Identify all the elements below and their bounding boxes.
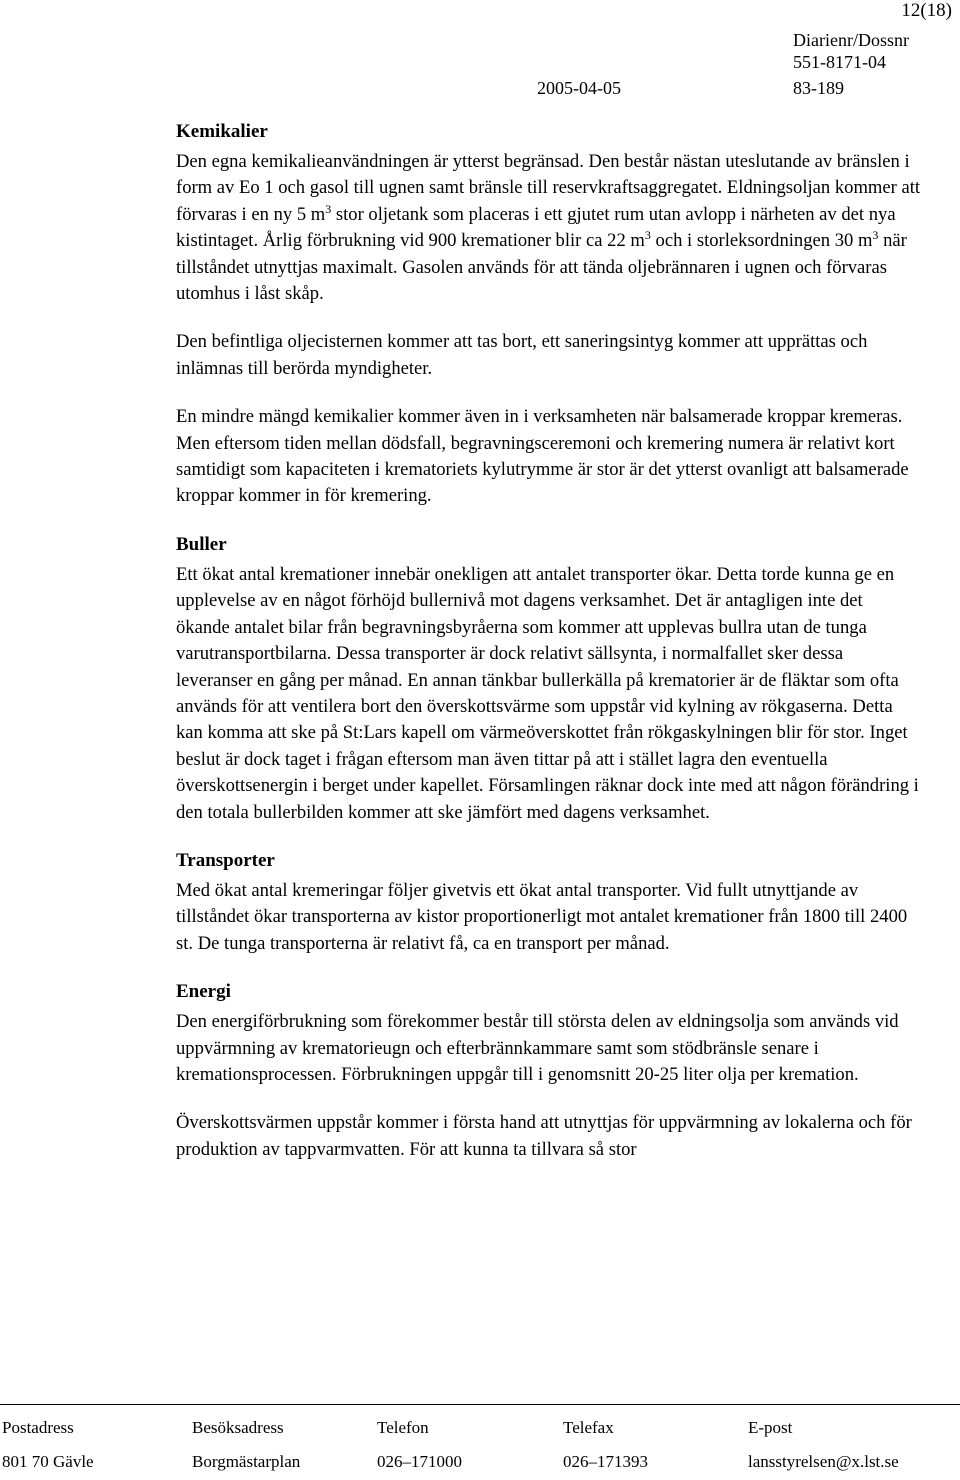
superscript: 3: [325, 201, 332, 216]
section-energi: [176, 979, 921, 1163]
footer-value: lansstyrelsen@x.lst.se: [748, 1452, 899, 1471]
text-run: när tillståndet utnyttjas maximalt. Gasolen används för att tända oljebrännaren i ugnen och förvaras utomhus i låst skåp.: [176, 230, 907, 305]
paragraph: Överskottsvärmen uppstår kommer i första hand att utnyttjas för uppvärmning av lokalerna och för produktion av tappvarmvatten. För att kunna ta tillvara så stor: [176, 1112, 912, 1160]
footer-label: Besöksadress: [192, 1418, 284, 1437]
paragraph: Den befintliga oljecisternen kommer att tas bort, ett saneringsintyg kommer att upprättas och inlämnas till berörda myndigheter.: [176, 331, 868, 379]
section-heading: Buller: [176, 533, 227, 555]
paragraph: Den energiförbrukning som förekommer består till största delen av eldningsolja som används vid uppvärmning av krematorieugn och efterbrännkammare samt som stödbränsle senare i kremationsprocessen. Förbrukningen uppgår till i genomsnitt 20-25 liter olja per kremation.: [176, 1011, 899, 1085]
paragraph: Med ökat antal kremeringar följer givetvis ett ökat antal transporter. Vid fullt utnyttjande av tillståndet ökar transporterna av kistor proportionerligt mot antalet kremationer från 1800 till 2400 st. De tunga transporterna är relativt få, ca en transport per månad.: [176, 879, 908, 954]
paragraph: En mindre mängd kemikalier kommer även in i verksamheten när balsamerade kroppar kremeras. Men eftersom tiden mellan dödsfall, begravningsceremoni och kremering numera är relativt kort samtidigt som kapaciteten i krematoriets kylutrymme är stor är det ytterst ovanligt att balsamerade kroppar kommer in för kremering.: [176, 406, 909, 507]
paragraph: [176, 149, 921, 307]
text-run: och i storleksordningen 30 m: [650, 230, 873, 252]
section-heading: Transporter: [176, 849, 275, 871]
footer-value: 801 70 Gävle: [2, 1452, 94, 1471]
footer-column-besoksadress: [192, 1415, 300, 1475]
page-number: 12(18): [901, 0, 952, 21]
footer-column-postadress: [2, 1415, 94, 1475]
paragraph: Ett ökat antal kremationer innebär onekligen att antalet transporter ökar. Detta torde kunna ge en upplevelse av en något förhöjd bullernivå mot dagens verksamhet. Det är antagligen inte det ökande antalet bilar från begravningsbyråerna som kommer att upplevas bullra utan de tunga varutransportbilarna. Dessa transporter är dock relativt sällsynta, i normalfallet sker dessa leveranser en gång per månad. En annan tänkbar bullerkälla på krematorier är de fläktar som ofta används för att ventilera bort den överskottsvärme som uppstår vid kylning av rökgaserna. Detta kan komma att ske på St:Lars kapell om värmeöverskottet från rökgaskylningen blir för stor. Inget beslut är dock taget i frågan eftersom man även tittar på att i stället lagra den eventuella överskottsenergin i berget under kapellet. Församlingen räknar dock inte med att någon förändring i den totala bullerbilden kommer att ske jämfört med dagens verksamhet.: [176, 563, 919, 823]
document-body: [176, 119, 921, 1185]
footer-divider: [0, 1404, 960, 1405]
footer-column-epost: [748, 1415, 899, 1475]
section-heading: Kemikalier: [176, 121, 268, 142]
footer-label: Telefax: [563, 1418, 614, 1437]
superscript: 3: [872, 228, 879, 243]
section-buller: [176, 532, 921, 826]
footer-label: Postadress: [2, 1418, 74, 1437]
dossnr-label: Diarienr/Dossnr: [793, 30, 909, 50]
section-heading: Energi: [176, 981, 231, 1003]
text-run: Den egna kemikalieanvändningen är ytterst begränsad. Den består nästan uteslutande av bränslen i form av Eo 1 och gasol till ugnen samt bränsle till reservkraftsaggregatet. Eldningsoljan kommer att förvaras i en ny 5 m: [176, 151, 921, 225]
case-number: 83-189: [793, 78, 844, 98]
footer-label: E-post: [748, 1418, 793, 1437]
footer-value: Borgmästarplan: [192, 1452, 301, 1471]
section-kemikalier: [176, 119, 921, 510]
footer-value: 026–171393: [563, 1452, 648, 1471]
dossnr-value: 551-8171-04: [793, 52, 886, 72]
footer-value: 026–171000: [377, 1452, 462, 1471]
footer-column-telefon: [377, 1415, 462, 1475]
document-header: [0, 28, 960, 108]
footer-label: Telefon: [377, 1418, 429, 1437]
section-transporter: [176, 848, 921, 957]
document-date: 2005-04-05: [537, 78, 621, 98]
footer-column-telefax: [563, 1415, 648, 1475]
superscript: 3: [644, 228, 651, 243]
text-run: stor oljetank som placeras i ett gjutet rum utan avlopp i närheten av det nya kistintaget. Årlig förbrukning vid 900 kremationer blir ca 22 m: [176, 203, 896, 252]
